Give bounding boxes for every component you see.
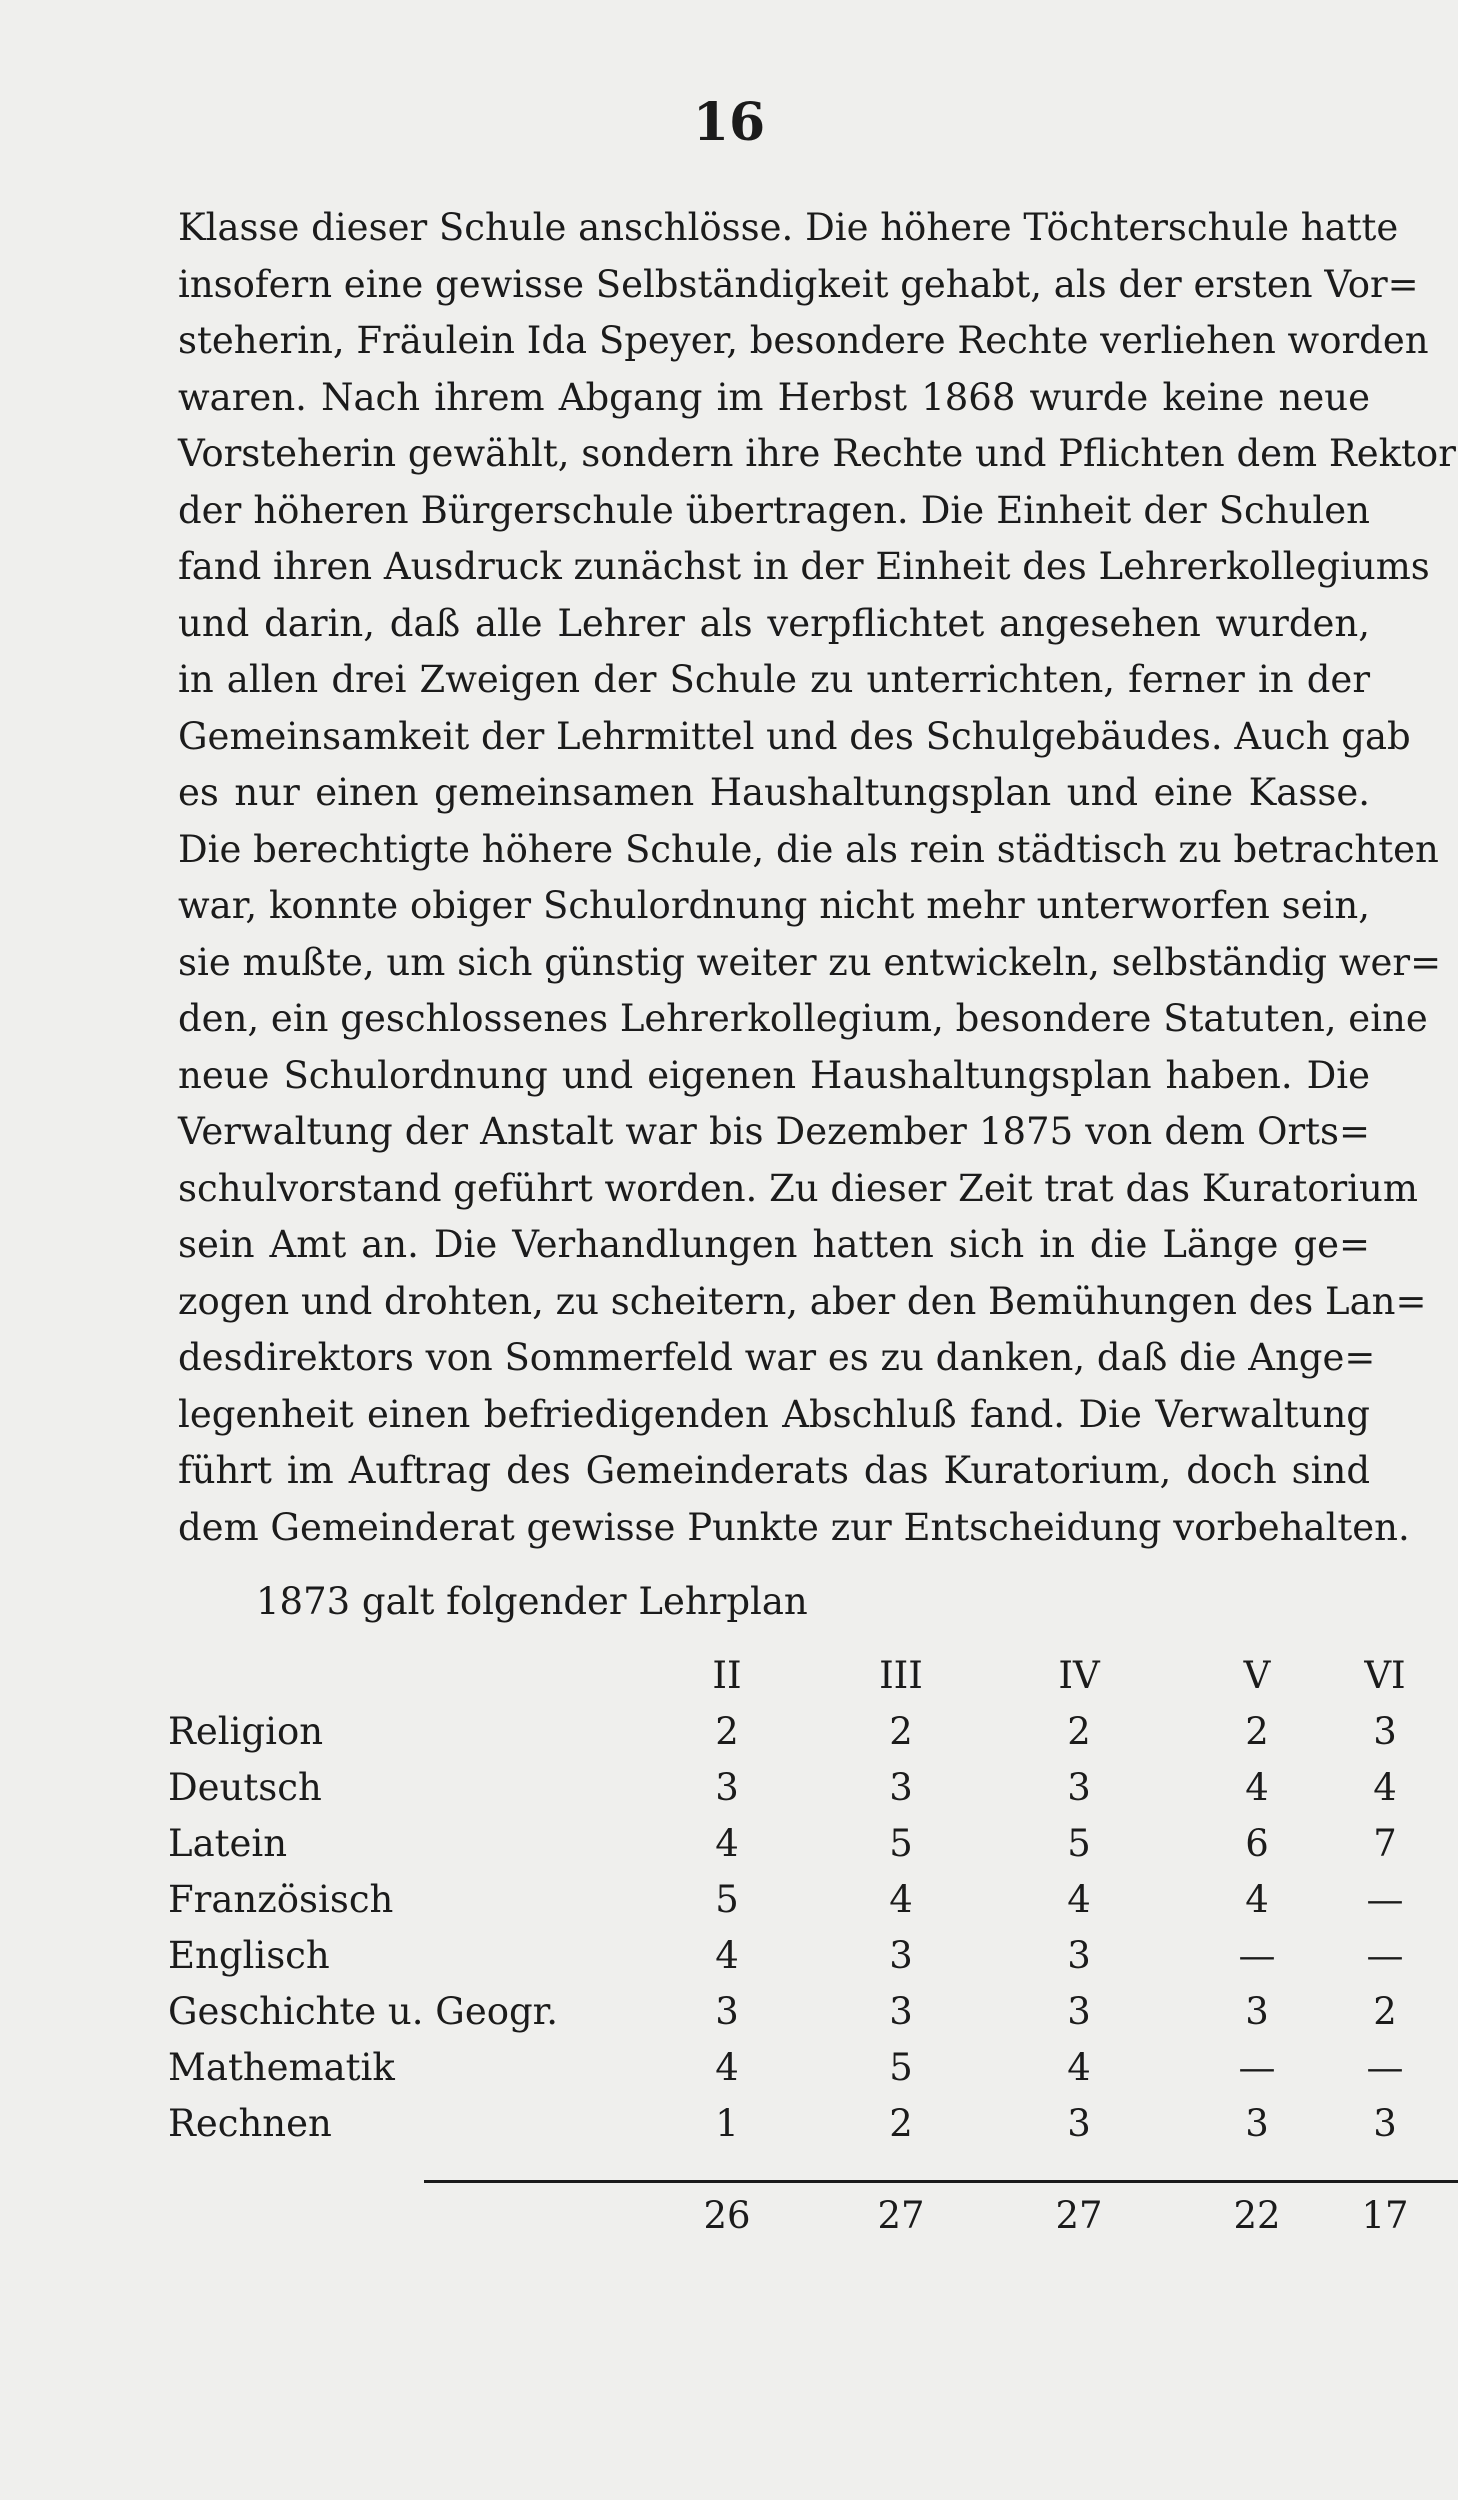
body-paragraph <box>178 200 1456 1556</box>
text-line: legenheit einen befriedigenden Abschluß fand. Die Verwaltung <box>178 1392 1370 1436</box>
table-cell: 2 <box>715 1710 739 1753</box>
table-cell: 3 <box>889 1766 913 1809</box>
text-line: dem Gemeinderat gewisse Punkte zur Entscheidung vorbehalten. <box>178 1505 1410 1549</box>
text-line: es nur einen gemeinsamen Haushaltungsplan und eine Kasse. <box>178 771 1370 814</box>
total-cell: 26 <box>703 2194 751 2237</box>
table-row <box>168 2040 1404 2096</box>
table-row <box>168 1704 1397 1760</box>
table-cell: 6 <box>1245 1822 1269 1865</box>
total-cell: 27 <box>877 2194 925 2237</box>
subject-label: Latein <box>168 1822 288 1865</box>
table-cell: 4 <box>889 1878 913 1921</box>
lehrplan-table <box>168 1648 1409 2248</box>
subject-label: Geschichte u. Geogr. <box>168 1990 559 2033</box>
table-cell: 4 <box>715 1822 739 1865</box>
subject-label: Religion <box>168 1710 324 1753</box>
table-cell: 4 <box>1067 1878 1091 1921</box>
table-cell: 3 <box>1067 1934 1091 1977</box>
table-cell: 3 <box>1067 2102 1091 2145</box>
table-cell: 3 <box>1245 2102 1269 2145</box>
table-cell: — <box>1366 1878 1404 1921</box>
subject-label: Französisch <box>168 1878 394 1921</box>
table-row <box>168 1760 1397 1816</box>
table-cell: 1 <box>715 2102 739 2145</box>
table-cell: 3 <box>715 1766 739 1809</box>
table-cell: 3 <box>1067 1990 1091 2033</box>
table-cell: 4 <box>1245 1878 1269 1921</box>
table-row <box>168 1872 1404 1928</box>
table-cell: 5 <box>1067 1822 1091 1865</box>
table-cell: — <box>1238 1934 1276 1977</box>
table-cell: 4 <box>1067 2046 1091 2089</box>
column-header: V <box>1243 1654 1271 1697</box>
table-cell: 3 <box>1373 1710 1397 1753</box>
text-line: in allen drei Zweigen der Schule zu unterrichten, ferner in der <box>178 658 1370 701</box>
table-cell: — <box>1366 2046 1404 2089</box>
text-line: sein Amt an. Die Verhandlungen hatten sich in die Länge ge= <box>178 1223 1370 1266</box>
text-line: sie mußte, um sich günstig weiter zu entwickeln, selbständig wer= <box>178 940 1442 984</box>
text-line: führt im Auftrag des Gemeinderats das Kuratorium, doch sind <box>178 1449 1370 1492</box>
text-line: Gemeinsamkeit der Lehrmittel und des Schulgebäudes. Auch gab <box>178 714 1411 758</box>
table-cell: 2 <box>889 2102 913 2145</box>
table-cell: 7 <box>1373 1822 1397 1865</box>
table-cell: 3 <box>889 1990 913 2033</box>
text-line: Die berechtigte höhere Schule, die als rein städtisch zu betrachten <box>178 827 1439 871</box>
text-line: neue Schulordnung und eigenen Haushaltungsplan haben. Die <box>178 1053 1370 1097</box>
table-cell: 4 <box>715 1934 739 1977</box>
page-number: 16 <box>692 92 766 153</box>
column-header: VI <box>1364 1654 1406 1697</box>
text-line: Vorsteherin gewählt, sondern ihre Rechte und Pflichten dem Rektor <box>178 432 1456 475</box>
text-line: war, konnte obiger Schulordnung nicht mehr unterworfen sein, <box>178 884 1370 927</box>
table-row <box>168 1816 1397 1872</box>
text-line: waren. Nach ihrem Abgang im Herbst 1868 wurde keine neue <box>178 375 1370 419</box>
table-cell: 3 <box>889 1934 913 1977</box>
table-row <box>168 1984 1397 2040</box>
table-cell: 5 <box>889 1822 913 1865</box>
text-line: schulvorstand geführt worden. Zu dieser Zeit trat das Kuratorium <box>178 1166 1418 1210</box>
text-line: Verwaltung der Anstalt war bis Dezember 1875 von dem Orts= <box>178 1110 1370 1153</box>
total-cell: 17 <box>1361 2194 1409 2237</box>
table-row <box>168 2096 1397 2152</box>
table-cell: — <box>1238 2046 1276 2089</box>
table-cell: 2 <box>1373 1990 1397 2033</box>
text-line: insofern eine gewisse Selbständigkeit gehabt, als der ersten Vor= <box>178 262 1419 306</box>
text-line: fand ihren Ausdruck zunächst in der Einheit des Lehrerkollegiums <box>178 545 1430 588</box>
text-line: desdirektors von Sommerfeld war es zu danken, daß die Ange= <box>178 1336 1376 1379</box>
text-line: steherin, Fräulein Ida Speyer, besondere Rechte verliehen worden <box>178 319 1429 362</box>
table-header-row <box>168 1648 1406 1704</box>
column-header: IV <box>1058 1654 1100 1697</box>
table-cell: 3 <box>1245 1990 1269 2033</box>
table-cell: 2 <box>1245 1710 1269 1753</box>
table-cell: 5 <box>715 1878 739 1921</box>
subject-label: Englisch <box>168 1934 330 1977</box>
text-line: der höheren Bürgerschule übertragen. Die Einheit der Schulen <box>178 488 1370 532</box>
table-cell: 2 <box>889 1710 913 1753</box>
text-line: Klasse dieser Schule anschlösse. Die höhere Töchterschule hatte <box>178 206 1399 249</box>
total-cell: 27 <box>1055 2194 1103 2237</box>
text-line: den, ein geschlossenes Lehrerkollegium, besondere Statuten, eine <box>178 997 1428 1040</box>
subject-label: Rechnen <box>168 2102 332 2145</box>
text-line: zogen und drohten, zu scheitern, aber den Bemühungen des Lan= <box>178 1279 1427 1323</box>
table-cell: 4 <box>1245 1766 1269 1809</box>
table-cell: 5 <box>889 2046 913 2089</box>
table-cell: 3 <box>1067 1766 1091 1809</box>
sum-rule <box>424 2180 1458 2183</box>
total-cell: 22 <box>1233 2194 1281 2237</box>
subject-label: Deutsch <box>168 1766 322 1809</box>
table-row <box>168 1928 1404 1984</box>
text-line: und darin, daß alle Lehrer als verpflichtet angesehen wurden, <box>178 601 1370 645</box>
table-cell: — <box>1366 1934 1404 1977</box>
table-heading: 1873 galt folgender Lehrplan <box>256 1580 808 1623</box>
table-cell: 3 <box>715 1990 739 2033</box>
subject-label: Mathematik <box>168 2046 395 2089</box>
table-cell: 3 <box>1373 2102 1397 2145</box>
table-cell: 4 <box>715 2046 739 2089</box>
table-cell: 2 <box>1067 1710 1091 1753</box>
column-header: III <box>879 1654 923 1697</box>
table-cell: 4 <box>1373 1766 1397 1809</box>
totals-row <box>168 2188 1409 2244</box>
column-header: II <box>712 1654 742 1697</box>
